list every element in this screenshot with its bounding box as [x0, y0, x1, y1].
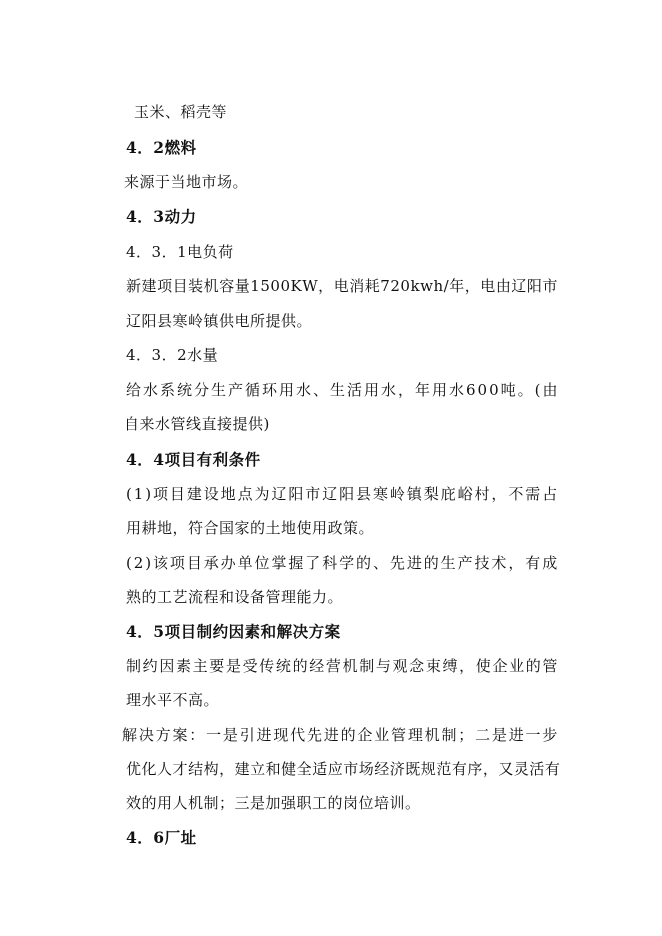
- paragraph-line: 自来水管线直接提供): [124, 415, 270, 433]
- section-heading-4-2: 4．2燃料: [126, 138, 197, 157]
- section-heading-4-4: 4．4项目有利条件: [126, 450, 261, 469]
- paragraph-line: 优 化 人 才 结 构 ， 建 立 和 健 全 适 应 市 场 经 济 既 规 范 有 序 ， 又 灵 活 有: [126, 760, 561, 778]
- section-heading-4-6: 4．6厂址: [126, 828, 197, 847]
- paragraph-line: 用耕地，符合国家的土地使用政策。: [126, 519, 375, 537]
- paragraph-line: 玉米、稻壳等: [134, 103, 228, 121]
- paragraph-line: 熟的工艺流程和设备管理能力。: [126, 588, 344, 606]
- subsection-heading-4-3-1: 4．3．1电负荷: [126, 243, 234, 261]
- paragraph-line: 制 约 因 素 主 要 是 受 传 统 的 经 营 机 制 与 观 念 束 缚 ， 使 企 业 的 管: [126, 657, 558, 675]
- paragraph-line: ( 1 ) 项 目 建 设 地 点 为 辽 阳 市 辽 阳 县 寒 岭 镇 梨 庇 峪 村 ， 不 需 占: [126, 485, 558, 503]
- paragraph-line: 理水平不高。: [126, 691, 220, 709]
- paragraph-line: 解 决 方 案 ： 一 是 引 进 现 代 先 进 的 企 业 管 理 机 制 ； 二 是 进 一 步: [122, 726, 558, 744]
- paragraph-line: 给 水 系 统 分 生 产 循 环 用 水 、 生 活 用 水 ， 年 用 水 6 0 0 吨 。 ( 由: [126, 381, 558, 399]
- paragraph-line: 来源于当地市场。: [124, 173, 249, 191]
- section-heading-4-5: 4．5项目制约因素和解决方案: [126, 622, 341, 641]
- section-heading-4-3: 4．3动力: [126, 207, 197, 226]
- paragraph-line: ( 2 ) 该 项 目 承 办 单 位 掌 握 了 科 学 的 、 先 进 的 生 产 技 术 ， 有 成: [126, 554, 558, 572]
- paragraph-line: 效的用人机制；三是加强职工的岗位培训。: [126, 794, 421, 812]
- paragraph-line: 新 建 项 目 装 机 容 量 1 5 0 0 K W ， 电 消 耗 7 2 0 k w h / 年 ， 电 由 辽 阳 市: [126, 277, 558, 295]
- subsection-heading-4-3-2: 4．3．2水量: [126, 346, 219, 364]
- paragraph-line: 辽阳县寒岭镇供电所提供。: [126, 312, 313, 330]
